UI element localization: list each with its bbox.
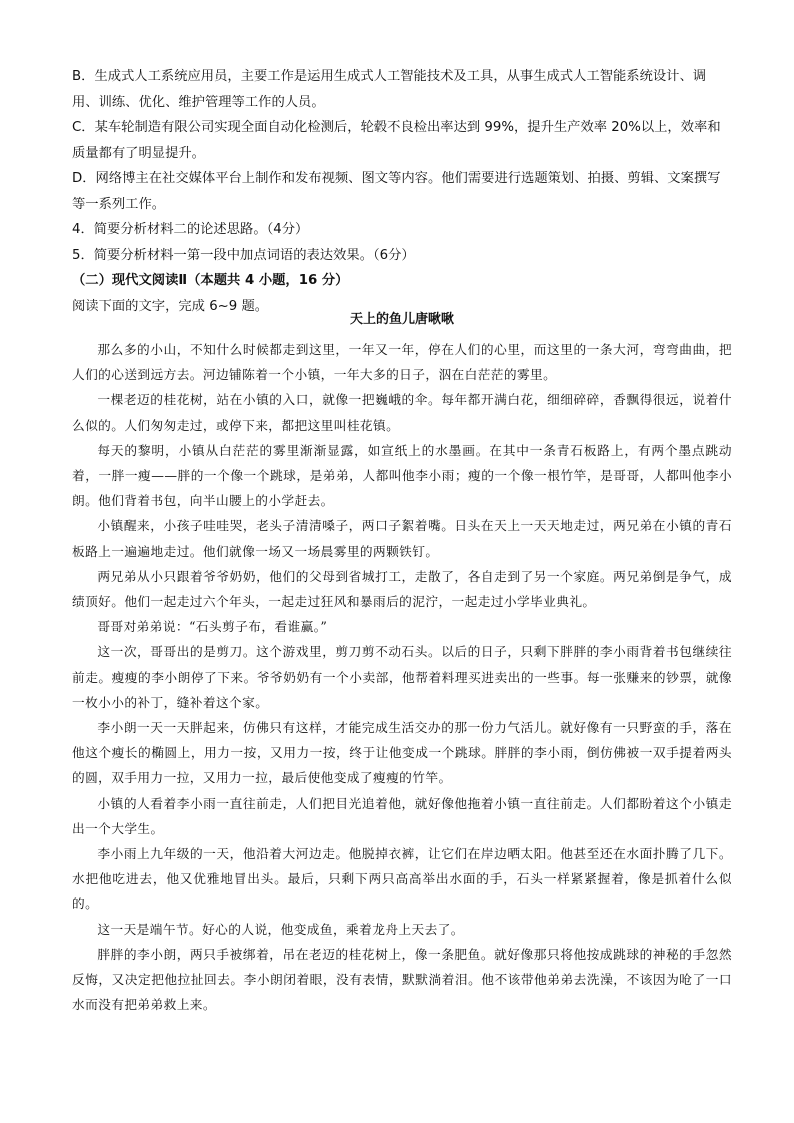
option-c: C．某车轮制造有限公司实现全面自动化检测后，轮毂不良检出率达到 99%，提升生产效率 20%以上，效率和质量都有了明显提升。 [72,120,721,161]
section-heading: （二）现代文阅读Ⅱ（本题共 4 小题，16 分） [72,273,349,288]
reading-instruction: 阅读下面的文字，完成 6~9 题。 [72,298,269,314]
question-5: 5．简要分析材料一第一段中加点词语的表达效果。（6分） [72,247,415,263]
article-paragraph: 哥哥对弟弟说：“石头剪子布，看谁赢。” [97,619,328,635]
article-paragraph: 那么多的小山，不知什么时候都走到这里，一年又一年，停在人们的心里，而这里的一条大河，弯弯曲曲，把人们的心送到远方去。河边铺陈着一个小镇，一年大多的日子，泅在白茫茫的雾里。 [72,342,732,383]
article-paragraph: 两兄弟从小只跟着爷爷奶奶，他们的父母到省城打工，走散了，各自走到了另一个家庭。两兄弟倒是争气，成绩顶好。他们一起走过六个年头，一起走过狂风和暴雨后的泥泞，一起走过小学毕业典礼。 [72,568,732,610]
article-paragraph: 胖胖的李小朗，两只手被绑着，吊在老迈的桂花树上，像一条肥鱼。就好像那只将他按成跳球的神秘的手忽然反悔，又决定把他拉扯回去。李小朗闭着眼，没有表情，默默淌着泪。他不该带他弟弟去洗澡，不该因为呛了一口水而没有把弟弟救上来。 [72,946,732,1013]
question-block [72,64,732,319]
article-paragraph: 小镇的人看着李小雨一直往前走，人们把目光追着他，就好像他拖着小镇一直往前走。人们都盼着这个小镇走出一个大学生。 [72,795,732,836]
question-4: 4．简要分析材料二的论述思路。（4分） [72,222,309,237]
option-b: B．生成式人工系统应用员，主要工作是运用生成式人工智能技术及工具，从事生成式人工智能系统设计、调用、训练、优化、维护管理等工作的人员。 [72,69,707,110]
article-paragraph: 李小朗一天一天胖起来，仿佛只有这样，才能完成生活交办的那一份力气活儿。就好像有一只野蛮的手，落在他这个瘦长的椭圆上，用力一按，又用力一按，终于让他变成一个跳球。胖胖的李小雨，倒仿佛被一双手提着两头的圆，双手用力一拉，又用力一拉，最后使他变成了瘦瘦的竹竿。 [72,720,732,786]
article-paragraph: 小镇醒来，小孩子哇哇哭，老头子清清嗓子，两口子絮着嘴。日头在天上一天天地走过，两兄弟在小镇的青石板路上一遍遍地走过。他们就像一场又一场晨雾里的两颗铁钉。 [72,518,732,559]
article-paragraph: 这一次，哥哥出的是剪刀。这个游戏里，剪刀剪不动石头。以后的日子，只剩下胖胖的李小雨背着书包继续往前走。瘦瘦的李小朗停了下来。爷爷奶奶有一个小卖部，他帮着料理买进卖出的一些事。每一张赚来的钞票，就像一枚小小的补丁，缝补着这个家。 [72,644,732,710]
option-d: D．网络博主在社交媒体平台上制作和发布视频、图文等内容。他们需要进行选题策划、拍摄、剪辑、文案撰写等一系列工作。 [72,171,721,212]
article-body [72,337,732,1017]
article-title: 天上的鱼儿唐啾啾 [349,312,454,327]
article-paragraph: 每天的黎明，小镇从白茫茫的雾里渐渐显露，如宣纸上的水墨画。在其中一条青石板路上，有两个墨点跳动着，一胖一瘦——胖的一个像一个跳球，是弟弟，人都叫他李小雨；瘦的一个像一根竹竿，是哥哥，人都叫他李小朗。他们背着书包，向半山腰上的小学赶去。 [72,442,732,509]
article-paragraph: 这一天是端午节。好心的人说，他变成鱼，乘着龙舟上天去了。 [97,921,464,937]
article-paragraph: 李小雨上九年级的一天，他沿着大河边走。他脱掉衣裤，让它们在岸边晒太阳。他甚至还在水面扑腾了几下。水把他吃进去，他又优雅地冒出头。最后，只剩下两只高高举出水面的手，石头一样紧紧握着，像是抓着什么似的。 [72,846,732,912]
article-paragraph: 一棵老迈的桂花树，站在小镇的入口，就像一把巍峨的伞。每年都开满白花，细细碎碎，香飘得很远，说着什么似的。人们匆匆走过，或停下来，都把这里叫桂花镇。 [72,392,732,433]
